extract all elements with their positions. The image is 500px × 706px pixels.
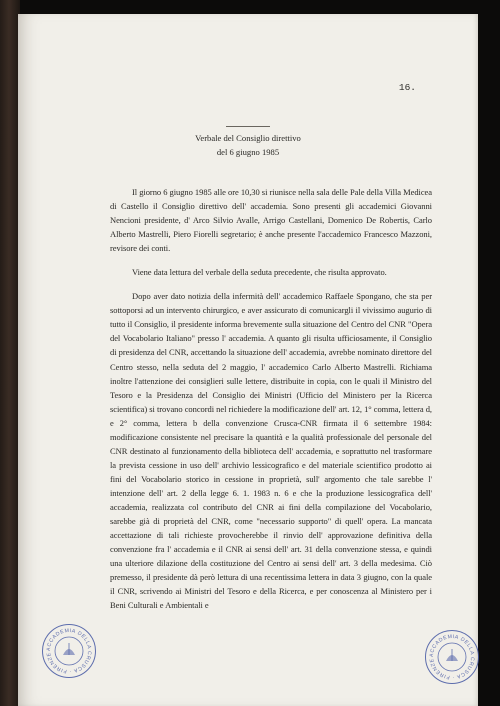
book-spine — [0, 0, 20, 706]
academy-seal-right — [425, 630, 479, 684]
paragraph-president-report: Dopo aver dato notizia della infermità dell' accademico Raffaele Spongano, che sta per sottoporsi ad un intervento chirurgico, e aver assicurato di comunicargli il vivissimo augurio di tutto il Consiglio, il presidente informa brevemente sulla situazione del Centro del CNR "Opera del Vocabolario Italiano" presso l' accademia. A quanto gli risulta ufficiosamente, il Consiglio di presidenza del CNR, accettando la situazione dell' accademia, avrebbe nominato direttore del Centro stesso, nella seduta del 2 maggio, l' accademico Carlo Alberto Mastrelli. Richiama inoltre l'attenzione dei consiglieri sulle lettere, distribuite in copia, con le quali il Ministro del Tesoro e la Presidenza del Consiglio dei Ministri (Ufficio del Ministero per la Ricerca scientifica) si trovano concordi nel richiedere la modificazione dell' art. 12, 1° comma, lettera d, e 2° comma, lettera b della convenzione Crusca-CNR firmata il 6 settembre 1984: modificazione consistente nel precisare la quantità e la qualità professionale del personale del CNR destinato al funzionamento della biblioteca dell' accademia, e soprattutto nel trasformare la prevista cessione in uso dell' archivio lessicografico e del materiale scientifico prodotto ai fini del Vocabolario storico in cessione in proprietà, sull' argomento che tale sarebbe l' intenzione dell' art. 2 della legge 6. 1. 1983 n. 6 e che la produzione lessicografica dell' accademia, realizzata col contributo del CNR ai fini della compilazione del Vocabolario, sarebbe già di proprietà del CNR, come "necessario supporto" di quell' opera. La mancata accettazione di tali richieste provocherebbe il rinvio dell' approvazione definitiva della convenzione fra l' accademia e il CNR ai sensi dell' art. 31 della convenzione stessa, e quindi una ulteriore dilazione della costituzione del Centro ai sensi dell' art. 3 della medesima. Ciò premesso, il presidente dà però lettura di una recentissima lettera in data 3 giugno, con la quale il CNR, scrivendo ai Ministri del Tesoro e della Ricerca, e per conoscenza al Ministero per i Beni Culturali e Ambientali e — [110, 291, 432, 611]
title-rule — [226, 126, 270, 127]
seal-right-text: ACCADEMIA DELLA CRUSCA · FIRENZE — [428, 633, 476, 681]
title-line-2: del 6 giugno 1985 — [216, 146, 280, 157]
seal-left-text: ACCADEMIA DELLA CRUSCA · FIRENZE — [45, 627, 93, 675]
document-page — [18, 14, 478, 706]
paragraph-minutes-approval: Viene data lettura del verbale della seduta precedente, che risulta approvato. — [132, 267, 387, 278]
document-title — [18, 132, 478, 159]
paragraph-attendance: Il giorno 6 giugno 1985 alle ore 10,30 si riunisce nella sala delle Pale della Villa Medicea di Castello il Consiglio direttivo dell' accademia. Sono presenti gli accademici Giovanni Nencioni presidente, d' Arco Silvio Avalle, Arrigo Castellani, Domenico De Robertis, Carlo Alberto Mastrelli, Piero Fiorelli segretario; è anche presente l'accademico Francesco Mazzoni, revisore dei conti. — [110, 187, 432, 254]
academy-seal-left — [42, 624, 96, 678]
seal-left-icon — [43, 625, 95, 677]
title-line-1: Verbale del Consiglio direttivo — [195, 133, 301, 143]
document-body — [110, 185, 432, 612]
seal-right-icon — [426, 631, 478, 683]
page-number: 16. — [398, 82, 416, 93]
